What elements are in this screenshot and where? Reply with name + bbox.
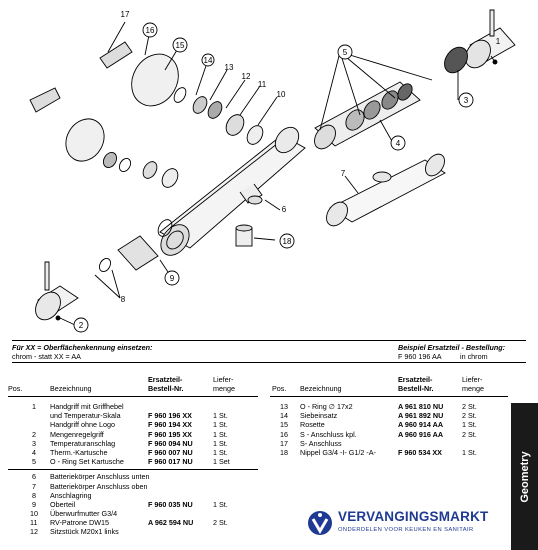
table-header-rule-right [270, 396, 508, 397]
header-order-right-2: Bestell-Nr. [398, 384, 434, 393]
row-desc: Handgriff ohne Logo [50, 420, 116, 430]
row-qty: 1 St. [213, 447, 228, 457]
table-row [8, 482, 263, 491]
row-pos: 1 [32, 402, 36, 411]
row-qty: 1 Set [213, 457, 230, 467]
table-row [270, 420, 508, 429]
table-row [8, 402, 263, 411]
row-order: F 960 196 XX [148, 411, 192, 421]
header-qty-right-1: Liefer- [462, 375, 483, 384]
example-title: Beispiel Ersatzteil - Bestellung: [398, 343, 506, 352]
callout-6: 6 [281, 205, 287, 214]
callout-10: 10 [276, 90, 286, 99]
row-pos: 6 [32, 472, 36, 482]
callout-15: 15 [175, 41, 185, 50]
row-desc: Batteriekörper Anschluss oben [50, 481, 148, 491]
row-qty: 1 St. [213, 438, 228, 448]
row-pos: 2 [32, 429, 36, 439]
callout-12: 12 [241, 72, 251, 81]
xx-note: Für XX = Oberflächenkennung einsetzen: [12, 343, 153, 352]
row-order: F 960 007 NU [148, 447, 193, 457]
header-qty-left-1: Liefer- [213, 375, 234, 384]
row-qty: 1 St. [213, 429, 228, 439]
logo-mark-icon [306, 509, 334, 537]
row-desc: Mengenregelgriff [50, 429, 104, 439]
row-order: F 960 194 XX [148, 420, 192, 430]
callout-11: 11 [257, 80, 267, 89]
row-desc: Siebeinsatz [300, 411, 338, 421]
row-desc: S- Anschluss [300, 438, 342, 448]
table-row [8, 448, 263, 457]
header-desc-left: Bezeichnung [50, 384, 92, 393]
row-desc: Anschlagring [50, 490, 92, 500]
row-qty: 2 St. [462, 402, 477, 411]
row-qty: 1 St. [213, 499, 228, 509]
example-finish: in chrom [460, 352, 488, 361]
row-pos: 18 [280, 447, 288, 457]
row-order: A 961 892 NU [398, 411, 444, 421]
callout-2: 2 [78, 321, 84, 330]
table-group-rule [8, 469, 258, 470]
example-number: F 960 196 AA [398, 352, 442, 361]
callout-1: 1 [495, 37, 501, 46]
table-row [8, 420, 263, 429]
row-qty: 1 St. [462, 447, 477, 457]
row-qty: 1 St. [462, 420, 477, 430]
callout-14: 14 [203, 56, 213, 65]
row-desc: Therm.-Kartusche [50, 447, 108, 457]
row-qty: 1 St. [213, 411, 228, 421]
table-header-rule-left [8, 396, 258, 397]
row-pos: 10 [30, 509, 38, 519]
row-order: A 960 916 AA [398, 429, 444, 439]
row-desc: Nippel G3/4 -I- G1/2 -A- [300, 447, 376, 457]
notes-divider-bottom [12, 362, 526, 363]
table-row [8, 411, 263, 420]
row-desc: Batteriekörper Anschluss unten [50, 472, 150, 482]
row-qty: 2 St. [213, 518, 228, 528]
sidebar-label: Geometry [518, 450, 531, 503]
row-desc: Handgriff mit Griffhebel [50, 402, 124, 411]
row-desc: Rosette [300, 420, 325, 430]
row-qty: 1 St. [213, 420, 228, 430]
callout-8: 8 [120, 295, 126, 304]
row-pos: 11 [30, 518, 38, 528]
callout-16: 16 [145, 26, 155, 35]
row-pos: 14 [280, 411, 288, 421]
row-order: F 960 195 XX [148, 429, 192, 439]
table-row [270, 402, 508, 411]
callout-4: 4 [395, 139, 401, 148]
callout-5: 5 [342, 48, 348, 57]
row-desc: O - Ring Set Kartusche [50, 457, 124, 467]
row-pos: 13 [280, 402, 288, 411]
geometry-sidebar [511, 403, 538, 550]
table-row [270, 448, 508, 457]
xx-example: chrom - statt XX = AA [12, 352, 81, 361]
row-order: F 960 094 NU [148, 438, 193, 448]
row-desc: O - Ring ∅ 17x2 [300, 402, 353, 411]
table-row [8, 457, 263, 466]
table-row [8, 491, 263, 500]
row-desc: Oberteil [50, 499, 76, 509]
callout-9: 9 [169, 274, 175, 283]
row-qty: 2 St. [462, 429, 477, 439]
row-pos: 12 [30, 527, 38, 537]
row-pos: 4 [32, 447, 36, 457]
table-row [8, 430, 263, 439]
row-order: A 960 914 AA [398, 420, 444, 430]
callout-17: 17 [120, 10, 130, 19]
table-row [270, 430, 508, 439]
callout-13: 13 [224, 63, 234, 72]
row-desc: und Temperatur-Skala [50, 411, 121, 421]
row-pos: 9 [32, 499, 36, 509]
row-pos: 16 [280, 429, 288, 439]
row-order: A 961 810 NU [398, 402, 444, 411]
parts-table-right [270, 402, 508, 457]
row-desc: RV-Patrone DW15 [50, 518, 109, 528]
row-order: A 962 594 NU [148, 518, 194, 528]
logo-brand-text: VERVANGINGSMARKT [338, 509, 489, 524]
brand-logo [306, 505, 506, 545]
table-row [8, 439, 263, 448]
table-row [8, 472, 263, 481]
table-row [8, 509, 263, 518]
header-qty-left-2: menge [213, 384, 235, 393]
header-pos-right: Pos. [272, 384, 287, 393]
table-row [8, 527, 263, 536]
table-row [270, 411, 508, 420]
row-order: F 960 035 NU [148, 499, 193, 509]
row-pos: 5 [32, 457, 36, 467]
notes-divider [12, 340, 526, 341]
row-pos: 15 [280, 420, 288, 430]
table-row [8, 518, 263, 527]
row-desc: Überwurfmutter G3/4 [50, 509, 118, 519]
callout-18: 18 [282, 237, 292, 246]
callout-3: 3 [463, 96, 469, 105]
row-pos: 17 [280, 438, 288, 448]
row-pos: 7 [32, 481, 36, 491]
row-pos: 8 [32, 490, 36, 500]
row-desc: Temperaturanschlag [50, 438, 116, 448]
callout-7: 7 [340, 169, 346, 178]
row-order: F 960 017 NU [148, 457, 193, 467]
row-qty: 2 St. [462, 411, 477, 421]
table-row [270, 439, 508, 448]
header-pos-left: Pos. [8, 384, 23, 393]
row-pos: 3 [32, 438, 36, 448]
logo-tagline: ONDERDELEN VOOR KEUKEN EN SANITAIR [338, 527, 474, 533]
header-order-right-1: Ersatzteil- [398, 375, 433, 384]
header-order-left-2: Bestell-Nr. [148, 384, 184, 393]
row-order: F 960 534 XX [398, 447, 442, 457]
header-order-left-1: Ersatzteil- [148, 375, 183, 384]
table-row [8, 500, 263, 509]
parts-table-left [8, 402, 263, 537]
header-desc-right: Bezeichnung [300, 384, 342, 393]
header-qty-right-2: menge [462, 384, 484, 393]
row-desc: S - Anschluss kpl. [300, 429, 357, 439]
row-desc: Sitzstück M20x1 links [50, 527, 119, 537]
